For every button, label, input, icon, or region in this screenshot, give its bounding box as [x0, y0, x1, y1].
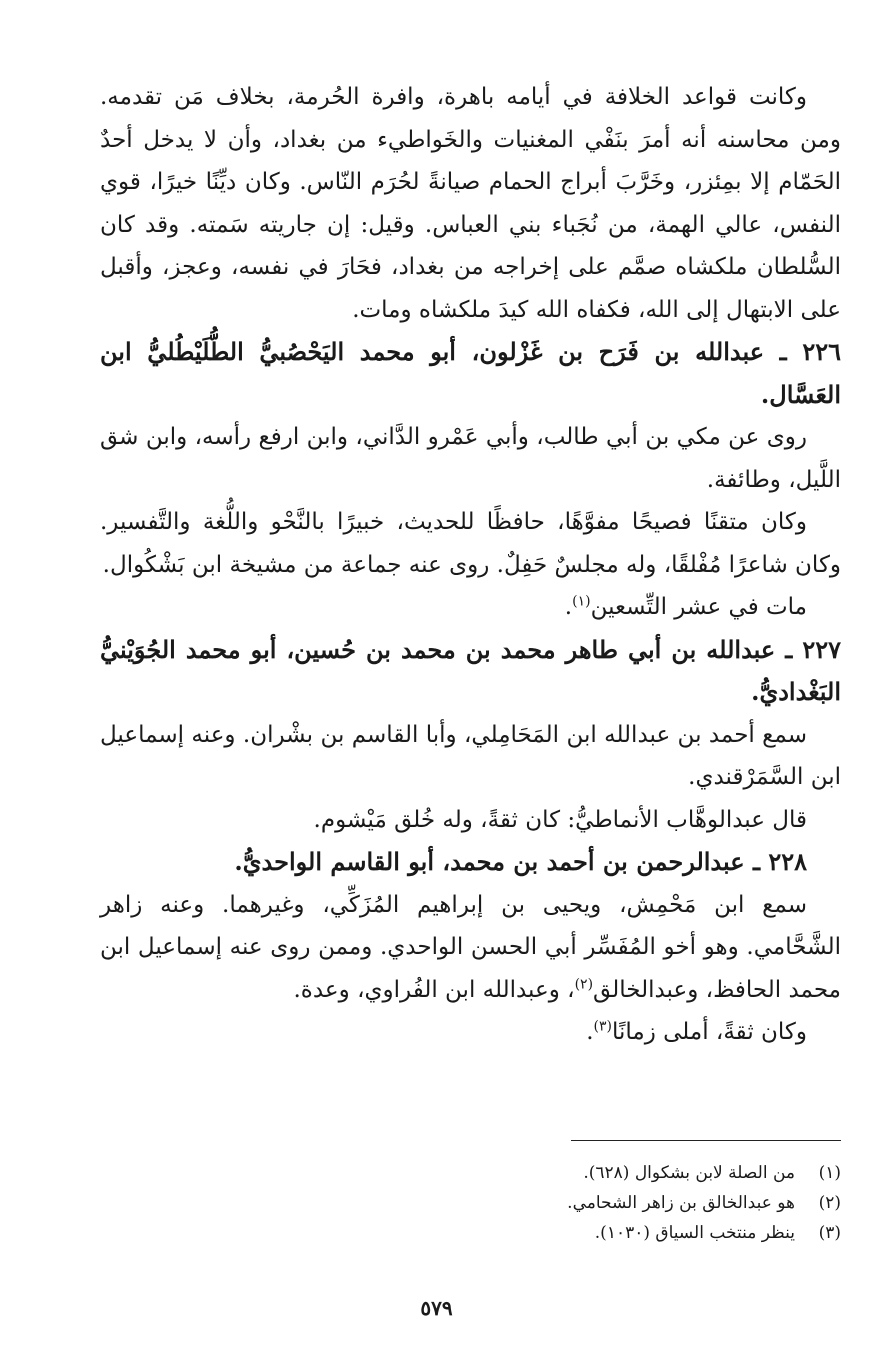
paragraph-226-narrators: روى عن مكي بن أبي طالب، وأبي عَمْرو الدَّاني، وابن ارفع رأسه، وابن شق اللَّيل، وطائفة.	[100, 424, 841, 493]
paragraph-226-description: وكان متقنًا فصيحًا مفوَّهًا، حافظًا للحديث، خبيرًا بالنَّحْو واللُّغة والتَّفسير. وكان شاعرًا مُفْلقًا، وله مجلسٌ حَفِلٌ. روى عنه جماعة من مشيخة ابن بَشْكُوال.	[100, 509, 841, 578]
footnote-marker-1: (١)	[572, 593, 591, 610]
assessment-text: وكان ثقةً، أملى زمانًا	[611, 1019, 807, 1045]
footnote-text: من الصلة لابن بشكوال (٦٢٨).	[583, 1163, 795, 1183]
narrators-text-end: ، وعبدالله ابن الفُراوي، وعدة.	[293, 976, 575, 1003]
entry-heading-226: ٢٢٦ ـ عبدالله بن فَرَح بن غَزْلون، أبو محمد اليَحْصُبيُّ الطُّلَيْطُليُّ ابن العَسَّال.	[100, 337, 841, 409]
page-number: ٥٧٩	[420, 1296, 453, 1320]
footnote-marker-3: (٣)	[593, 1018, 612, 1035]
footnote-number: (٢)	[818, 1193, 841, 1213]
paragraph-227-assessment: قال عبدالوهَّاب الأنماطيُّ: كان ثقةً، وله خُلق مَيْشوم.	[313, 806, 807, 833]
footnote-number: (٣)	[818, 1223, 841, 1243]
death-text: مات في عشر التِّسعين	[590, 594, 807, 620]
entry-heading-228: ٢٢٨ ـ عبدالرحمن بن أحمد بن محمد، أبو القاسم الواحديُّ.	[234, 847, 807, 876]
footnote-2	[100, 1188, 841, 1218]
narrators-text: سمع ابن مَحْمِش، ويحيى بن إبراهيم المُزَكِّي، وغيرهما. وعنه زاهر الشَّحَّامي. وهو أخو المُفَسِّر أبي الحسن الواحدي. وممن روى عنه إسماعيل ابن محمد الحافظ، وعبدالخالق	[100, 891, 841, 1003]
footnote-1	[100, 1158, 841, 1188]
paragraph-228-assessment	[100, 1011, 841, 1054]
footnote-number: (١)	[818, 1163, 841, 1183]
footnote-text: ينظر منتخب السياق (١٠٣٠).	[594, 1223, 795, 1243]
paragraph-caliph-biography: وكانت قواعد الخلافة في أيامه باهرة، وافرة الحُرمة، بخلاف مَن تقدمه. ومن محاسنه أنه أمرَ بنَفْي المغنيات والخَواطيء من بغداد، وأن لا يدخل أحدٌ الحَمّام إلا بمِئزر، وخَرَّبَ أبراج الحمام صيانةً لحُرَم النّاس. وكان ديِّنًا خيرًا، قوي النفس، عالي الهمة، من نُجَباء بني العباس. وقيل: إن جاريته سَمته. وقد كان السُّلطان ملكشاه صمَّم على إخراجه من بغداد، فحَارَ في نفسه، وعجز، وأقبل على الابتهال إلى الله، فكفاه الله كيدَ ملكشاه ومات.	[100, 84, 841, 323]
entry-heading-227: ٢٢٧ ـ عبدالله بن أبي طاهر محمد بن محمد بن حُسين، أبو محمد الجُوَيْنيُّ البَغْداديُّ.	[100, 634, 841, 706]
footnote-3	[100, 1218, 841, 1248]
footnote-separator	[571, 1140, 841, 1141]
footnote-marker-2: (٢)	[574, 975, 594, 992]
footnotes	[100, 1158, 841, 1248]
period: .	[586, 1019, 594, 1045]
paragraph-226-death	[100, 586, 841, 629]
paragraph-228-narrators	[100, 884, 841, 1012]
period: .	[564, 594, 573, 620]
paragraph-227-narrators: سمع أحمد بن عبدالله ابن المَحَامِلي، وأبا القاسم بن بشْران. وعنه إسماعيل ابن السَّمَرْقندي.	[100, 721, 841, 790]
footnote-text: هو عبدالخالق بن زاهر الشحامي.	[567, 1193, 795, 1213]
main-text	[100, 76, 841, 1054]
